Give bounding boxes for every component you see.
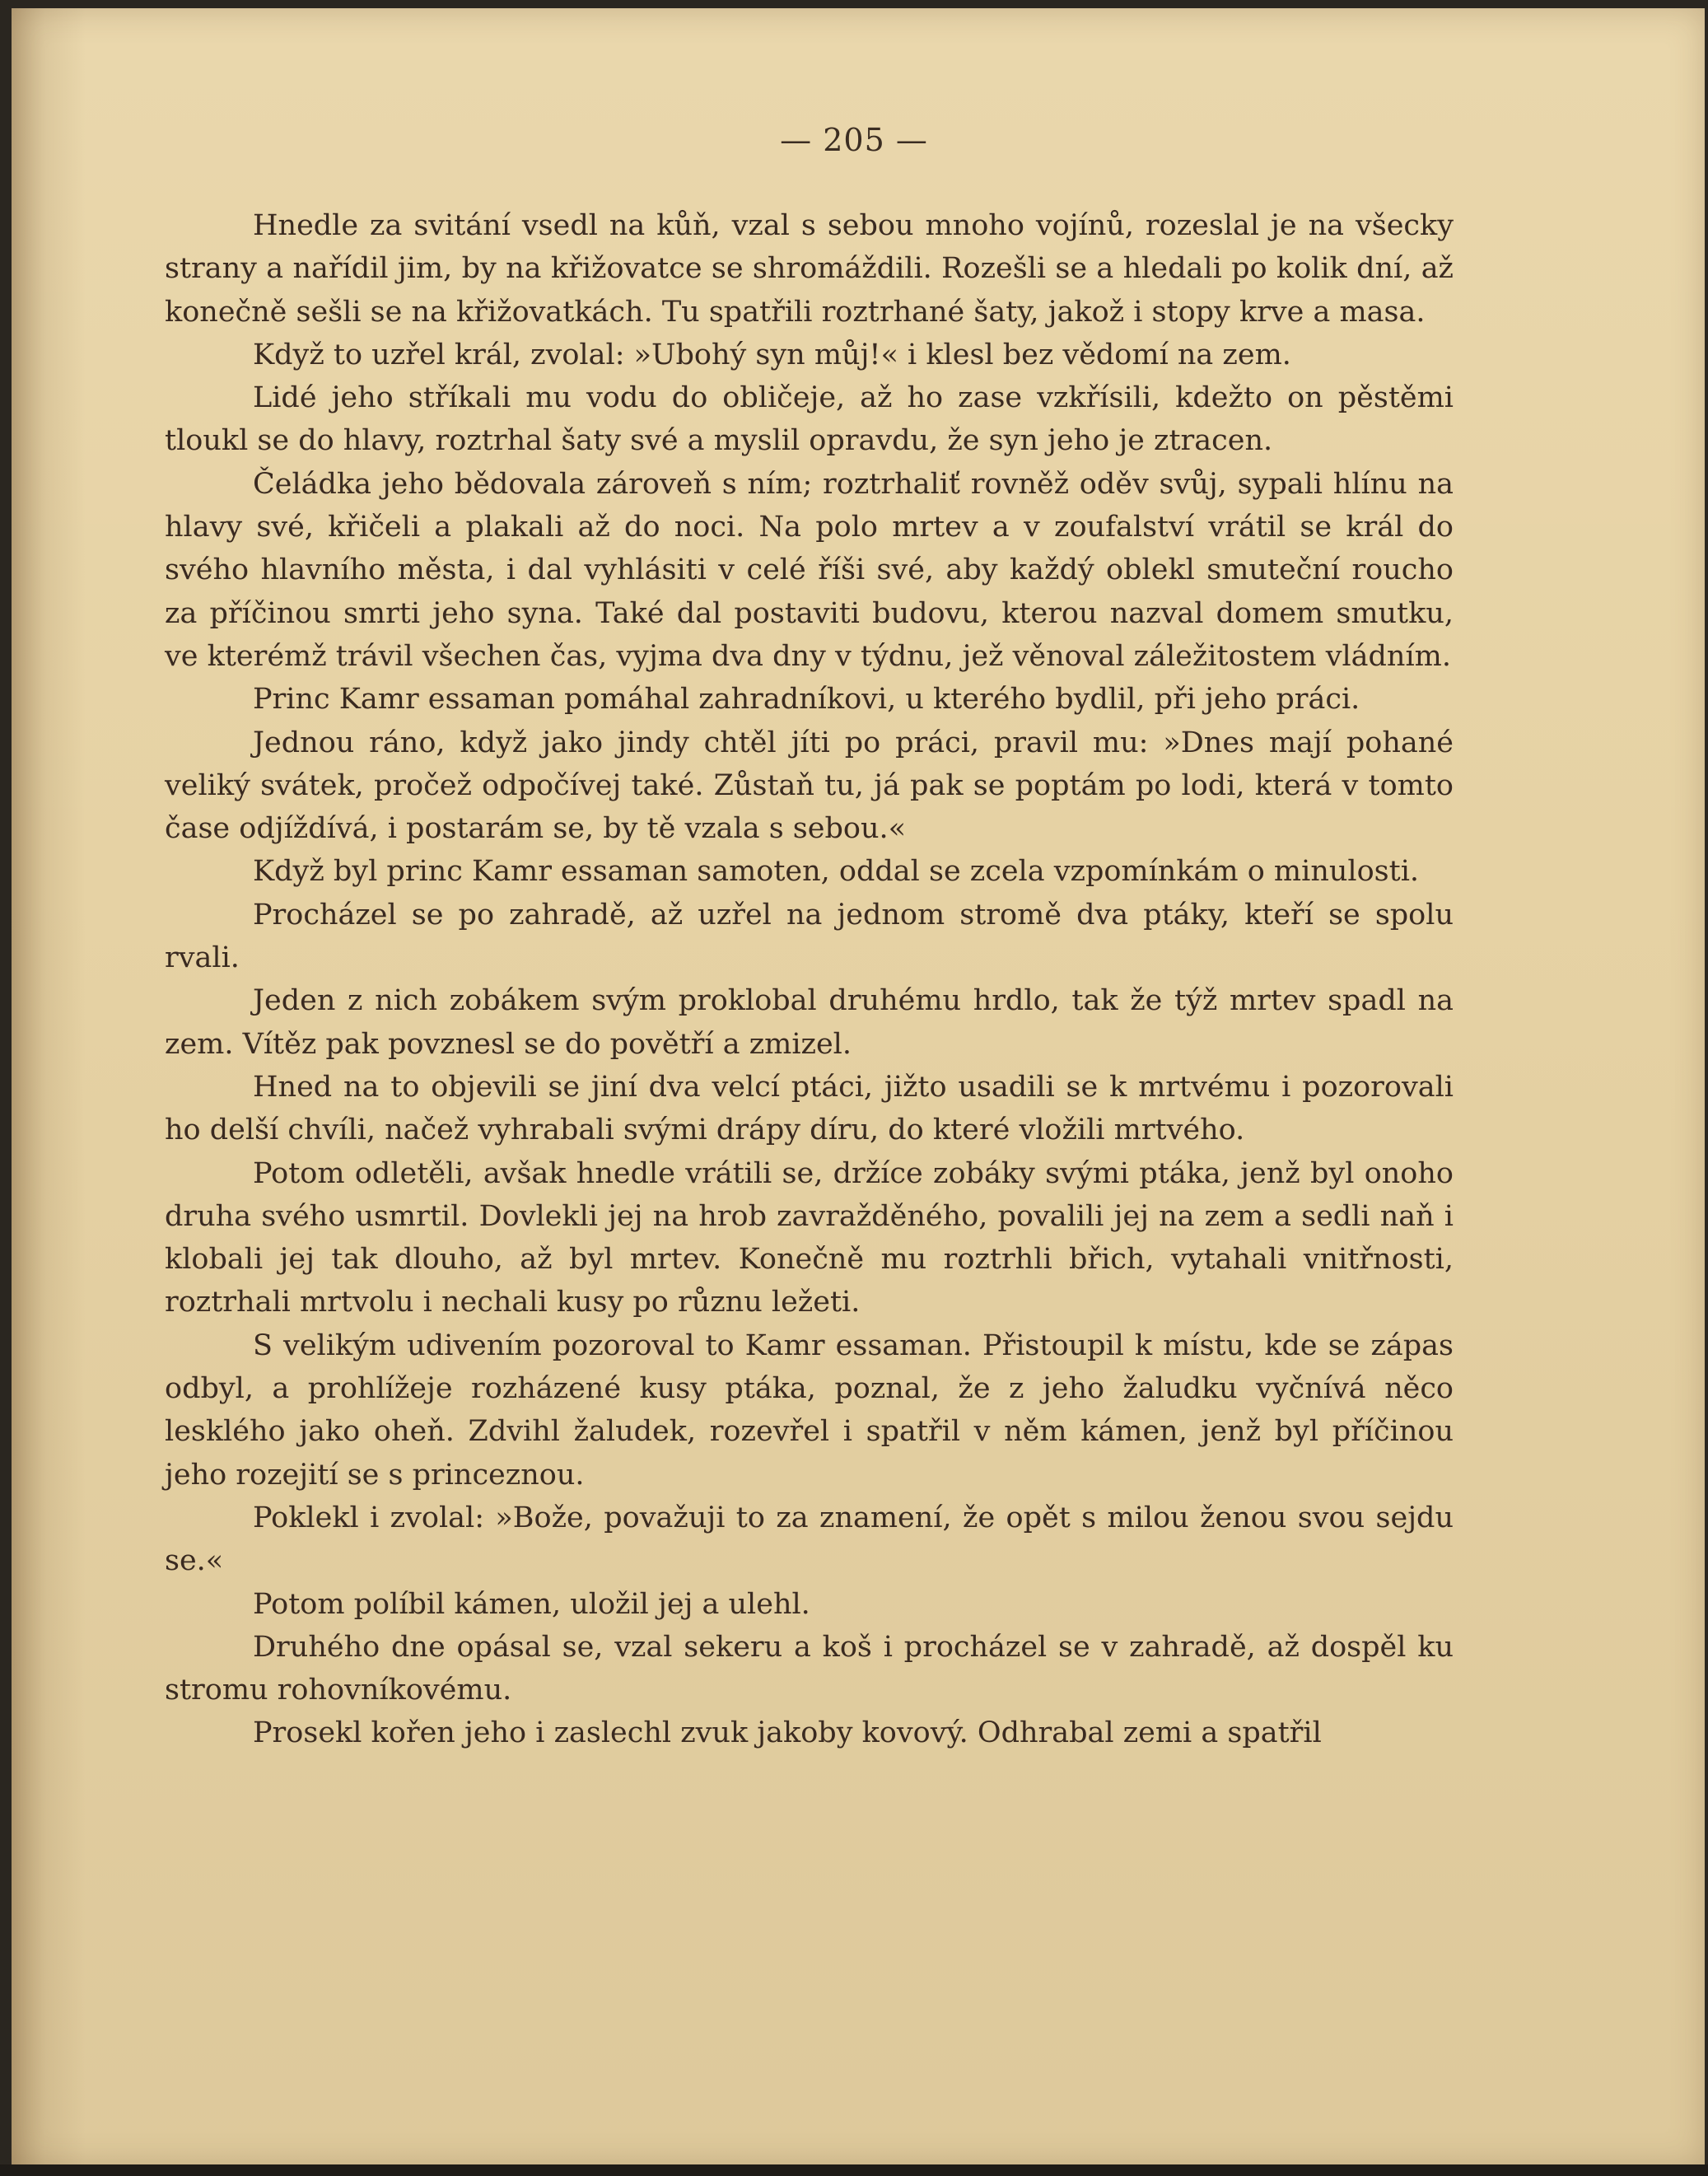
paragraph: Prosekl kořen jeho i zaslechl zvuk jakoby kovový. Odhrabal zemi a spatřil [253,1716,1322,1750]
paragraph: S velikým udivením pozoroval to Kamr essaman. Přistoupil k místu, kde se zápas odbyl, a prohlížeje rozházené kusy ptáka, poznal, že z jeho žaludku vyčnívá něco lesklého jako oheň. Zdvihl žaludek, rozevřel i spatřil v něm kámen, jenž byl příčinou jeho rozejití se s princeznou. [165,1328,1454,1492]
paragraph: Jeden z nich zobákem svým proklobal druhému hrdlo, tak že týž mrtev spadl na zem. Vítěz pak povznesl se do povětří a zmizel. [165,984,1454,1061]
paragraph: Když to uzřel král, zvolal: »Ubohý syn můj!« i klesl bez vědomí na zem. [253,338,1291,371]
paragraph: Lidé jeho stříkali mu vodu do obličeje, až ho zase vzkřísili, kdežto on pěstěmi tloukl se do hlavy, roztrhal šaty své a myslil opravdu, že syn jeho je ztracen. [165,381,1454,458]
paragraph: Poklekl i zvolal: »Bože, považuji to za znamení, že opět s milou ženou svou sejdu se.« [165,1501,1454,1578]
paragraph: Princ Kamr essaman pomáhal zahradníkovi, u kterého bydlil, při jeho práci. [253,683,1360,717]
paragraph: Jednou ráno, když jako jindy chtěl jíti po práci, pravil mu: »Dnes mají pohané veliký svátek, pročež odpočívej také. Zůstaň tu, já pak se poptám po lodi, která v tomto čase odjíždívá, i postarám se, by tě vzala s sebou.« [165,726,1454,846]
paragraph: Hnedle za svitání vsedl na kůň, vzal s sebou mnoho vojínů, rozeslal je na všecky strany a nařídil jim, by na křižovatce se shromáždili. Rozešli se a hledali po kolik dní, až konečně sešli se na křižovatkách. Tu spatřili roztrhané šaty, jakož i stopy krve a masa. [165,209,1454,329]
paragraph: Hned na to objevili se jiní dva velcí ptáci, jižto usadili se k mrtvému i pozorovali ho delší chvíli, načež vyhrabali svými drápy díru, do které vložili mrtvého. [165,1070,1454,1147]
paragraph: Když byl princ Kamr essaman samoten, oddal se zcela vzpomínkám o minulosti. [253,855,1420,889]
page-number: — 205 — [780,122,928,158]
paragraph: Potom políbil kámen, uložil jej a ulehl. [253,1587,810,1621]
page-text [165,204,1454,1755]
paragraph: Procházel se po zahradě, až uzřel na jednom stromě dva ptáky, kteří se spolu rvali. [165,898,1454,975]
paragraph: Čeládka jeho bědovala zároveň s ním; roztrhaliť rovněž oděv svůj, sypali hlínu na hlavy své, křičeli a plakali až do noci. Na polo mrtev a v zoufalství vrátil se král do svého hlavního města, i dal vyhlásiti v celé říši své, aby každý oblekl smuteční roucho za příčinou smrti jeho syna. Také dal postaviti budovu, kterou nazval domem smutku, ve kterémž trávil všechen čas, vyjma dva dny v týdnu, jež věnoval záležitostem vládním. [165,467,1454,673]
paragraph: Druhého dne opásal se, vzal sekeru a koš i procházel se v zahradě, až dospěl ku stromu rohovníkovému. [165,1630,1454,1707]
paragraph: Potom odletěli, avšak hnedle vrátili se, držíce zobáky svými ptáka, jenž byl onoho druha svého usmrtil. Dovlekli jej na hrob zavražděného, povalili jej na zem a sedli naň i klobali jej tak dlouho, až byl mrtev. Konečně mu roztrhli břich, vytahali vnitřnosti, roztrhali mrtvolu i nechali kusy po různu ležeti. [165,1156,1454,1319]
scan-bottom-edge [0,2164,1708,2176]
